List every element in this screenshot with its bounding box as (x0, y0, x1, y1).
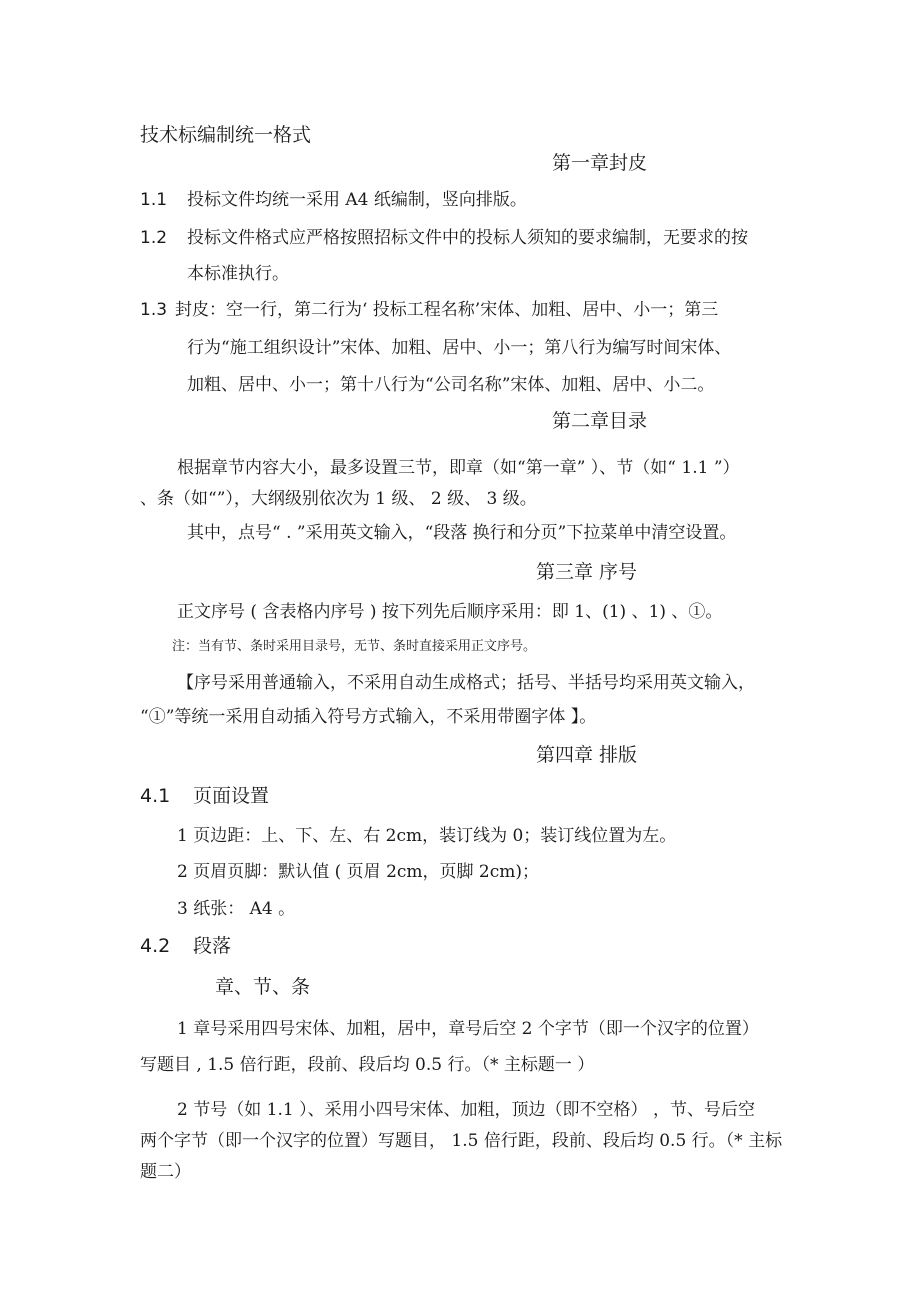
page-setup-item-1: 1 页边距：上、下、左、右 2cm，装订线为 0；装订线位置为左。 (177, 826, 677, 846)
page-setup-item-3: 3 纸张： A4 。 (177, 899, 296, 919)
item-1-3-text: 封皮：空一行，第二行为‘ 投标工程名称’宋体、加粗、居中、小一；第三 (175, 300, 719, 320)
item-1-3-continued-1: 行为“施工组织设计”宋体、加粗、居中、小一；第八行为编写时间宋体、 (187, 338, 732, 358)
paragraph-rule-1-line-1: 1 章号采用四号宋体、加粗，居中，章号后空 2 个字节（即一个汉字的位置） (177, 1019, 759, 1039)
chapter-4-heading: 第四章 排版 (536, 744, 638, 766)
chapter-3-note: 注：当有节、条时采用目录号，无节、条时直接采用正文序号。 (172, 639, 537, 654)
chapter-3-heading: 第三章 序号 (536, 561, 638, 583)
item-1-2-text: 投标文件格式应严格按照招标文件中的投标人须知的要求编制，无要求的按 (187, 228, 748, 248)
item-1-2-continued: 本标准执行。 (187, 264, 289, 284)
chapter-3-paragraph-2-line-1: 【序号采用普通输入，不采用自动生成格式；括号、半括号均采用英文输入， (177, 673, 755, 693)
paragraph-rule-2-line-2: 两个字节（即一个汉字的位置）写题目， 1.5 倍行距，段前、段后均 0.5 行。（* 主标 (140, 1131, 783, 1151)
section-4-2-number: 4.2 (140, 935, 171, 957)
chapter-3-paragraph-1: 正文序号 ( 含表格内序号 ) 按下列先后顺序采用：即 1、(1) 、1) 、①。 (177, 602, 723, 622)
page-setup-item-2: 2 页眉页脚：默认值 ( 页眉 2cm，页脚 2cm)； (177, 862, 540, 882)
chapter-2-paragraph-1-line-2: 、条（如“”），大纲级别依次为 1 级、 2 级、 3 级。 (140, 489, 537, 509)
item-1-1-number: 1.1 (140, 190, 168, 210)
paragraph-rule-2-line-1: 2 节号（如 1.1 ）、采用小四号宋体、加粗，顶边（即不空格） ，节、号后空 (177, 1100, 755, 1120)
paragraph-rule-2-line-3: 题二） (140, 1162, 191, 1182)
item-1-3-continued-2: 加粗、居中、小一；第十八行为“公司名称”宋体、加粗、居中、小二。 (187, 375, 715, 395)
section-4-2-subheading: 章、节、条 (215, 976, 311, 998)
section-4-1-number: 4.1 (140, 785, 171, 807)
item-1-3-number: 1.3 (140, 300, 168, 320)
chapter-2-paragraph-2: 其中，点号“ . ”采用英文输入，“段落 换行和分页”下拉菜单中清空设置。 (187, 523, 737, 543)
chapter-2-paragraph-1-line-1: 根据章节内容大小，最多设置三节，即章（如“第一章” ）、节（如“ 1.1 ”） (177, 458, 740, 478)
chapter-2-heading: 第二章目录 (552, 410, 648, 432)
section-4-2-title: 段落 (193, 935, 232, 957)
item-1-1-text: 投标文件均统一采用 A4 纸编制，竖向排版。 (187, 190, 527, 210)
item-1-2-number: 1.2 (140, 228, 168, 248)
document-title: 技术标编制统一格式 (140, 124, 312, 146)
section-4-1-title: 页面设置 (193, 785, 270, 807)
chapter-1-heading: 第一章封皮 (552, 152, 648, 174)
paragraph-rule-1-line-2: 写题目 , 1.5 倍行距，段前、段后均 0.5 行。（* 主标题一 ） (140, 1055, 595, 1075)
chapter-3-paragraph-2-line-2: “①”等统一采用自动插入符号方式输入，不采用带圈字体 】。 (140, 707, 597, 727)
